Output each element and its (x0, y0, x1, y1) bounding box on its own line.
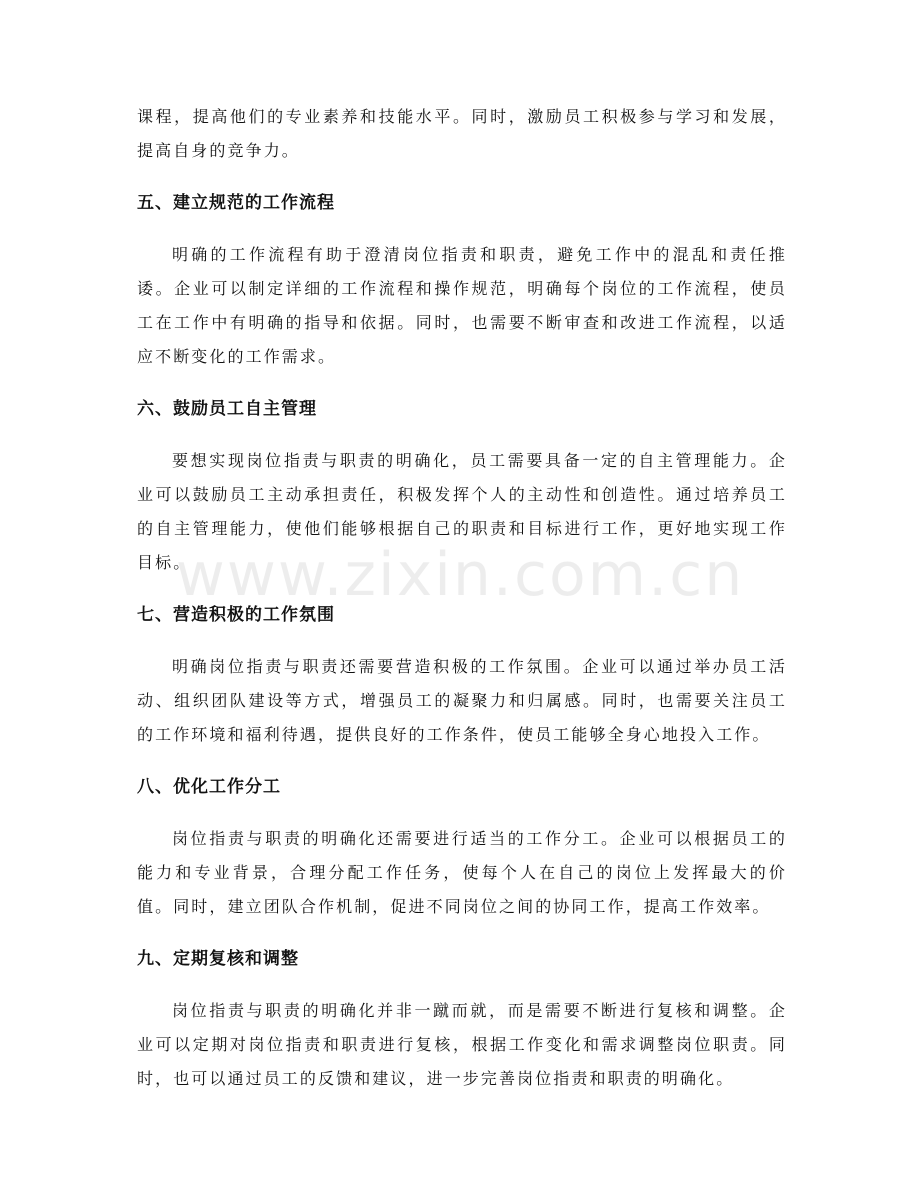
section-body-5: 明确的工作流程有助于澄清岗位指责和职责，避免工作中的混乱和责任推诿。企业可以制定详细的工作流程和操作规范，明确每个岗位的工作流程，使员工在工作中有明确的指导和依据。同时，也需要不断审查和改进工作流程，以适应不断变化的工作需求。 (137, 245, 787, 366)
intro-paragraph: 课程，提高他们的专业素养和技能水平。同时，激励员工积极参与学习和发展，提高自身的竞争力。 (137, 107, 787, 160)
watermark: www.zixin.com.cn (175, 540, 745, 610)
section-heading-5: 五、建立规范的工作流程 (137, 193, 335, 213)
section-heading-7: 七、营造积极的工作氛围 (137, 605, 335, 625)
section-heading-6: 六、鼓励员工自主管理 (137, 399, 317, 419)
section-body-8: 岗位指责与职责的明确化还需要进行适当的工作分工。企业可以根据员工的能力和专业背景，合理分配工作任务，使每个人在自己的岗位上发挥最大的价值。同时，建立团队合作机制，促进不同岗位之间的协同工作，提高工作效率。 (137, 829, 787, 916)
document-page (137, 100, 787, 1096)
section-body-7: 明确岗位指责与职责还需要营造积极的工作氛围。企业可以通过举办员工活动、组织团队建设等方式，增强员工的凝聚力和归属感。同时，也需要关注员工的工作环境和福利待遇，提供良好的工作条件，使员工能够全身心地投入工作。 (137, 657, 787, 744)
section-body-9: 岗位指责与职责的明确化并非一蹴而就，而是需要不断进行复核和调整。企业可以定期对岗位指责和职责进行复核，根据工作变化和需求调整岗位职责。同时，也可以通过员工的反馈和建议，进一步完善岗位指责和职责的明确化。 (137, 1001, 787, 1088)
section-body-6: 要想实现岗位指责与职责的明确化，员工需要具备一定的自主管理能力。企业可以鼓励员工主动承担责任，积极发挥个人的主动性和创造性。通过培养员工的自主管理能力，使他们能够根据自己的职责和目标进行工作，更好地实现工作目标。 (137, 451, 787, 572)
section-heading-8: 八、优化工作分工 (137, 777, 281, 797)
section-heading-9: 九、定期复核和调整 (137, 949, 299, 969)
